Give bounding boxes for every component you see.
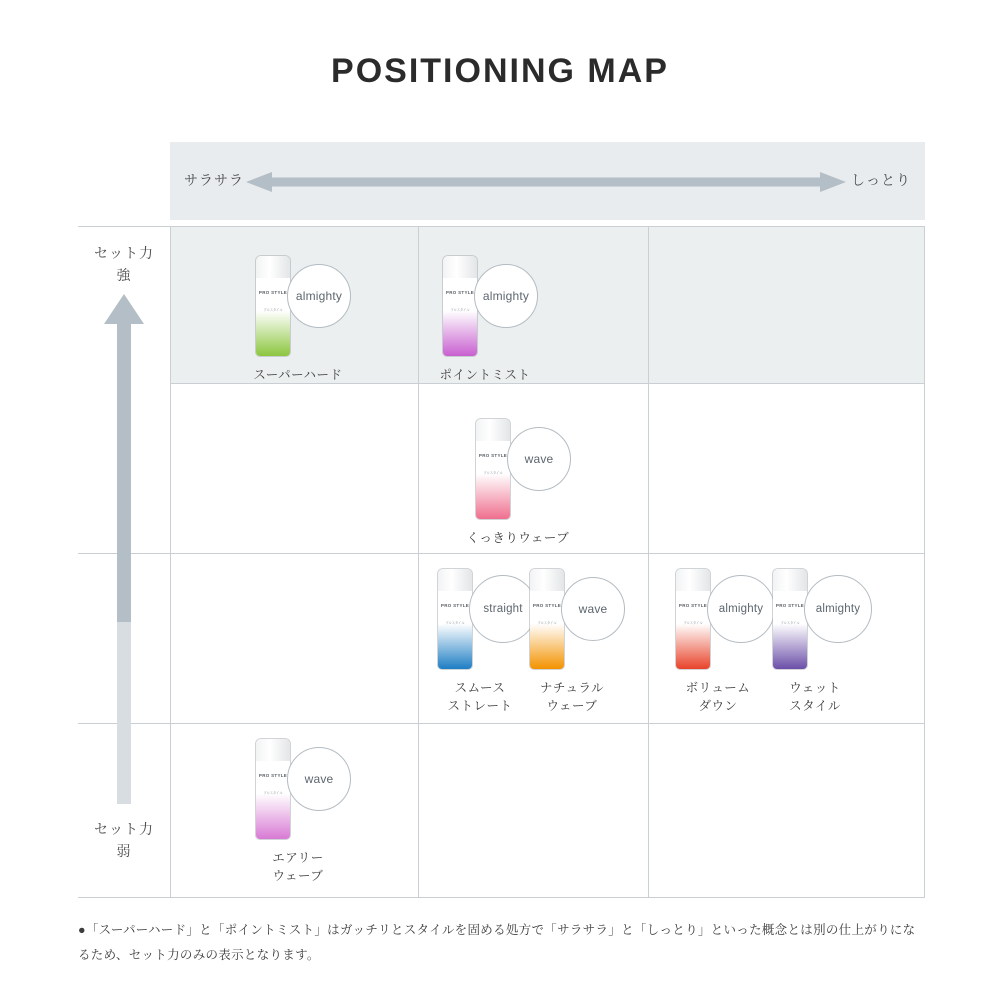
product-caption-line1: スムース	[454, 681, 506, 695]
bottle-brand-text: PRO STYLE	[678, 603, 708, 608]
bottle-sub-text: プロスタイル	[780, 621, 800, 625]
product-caption-line1: ナチュラル	[539, 681, 605, 695]
product-caption-line2: ウェーブ	[272, 869, 324, 883]
y-axis-top-label-line1: セット力	[94, 245, 154, 261]
product-caption	[410, 366, 560, 384]
bottle-brand-text: PRO STYLE	[775, 603, 805, 608]
product-caption	[443, 529, 593, 547]
product-caption-line2: スタイル	[789, 699, 841, 713]
bottle-icon	[530, 569, 564, 669]
bottle-cap	[443, 256, 477, 279]
x-axis-band	[170, 142, 925, 220]
bottle-brand-text: PRO STYLE	[532, 603, 562, 608]
grid-line-v3	[648, 226, 649, 898]
y-axis-top-label-line2: 強	[116, 267, 132, 283]
grid-line-bottom	[78, 897, 925, 898]
bottle-wrap	[223, 252, 373, 362]
product-wet-style[interactable]	[740, 565, 890, 715]
bottle-cap	[256, 739, 290, 762]
product-super-hard[interactable]	[223, 252, 373, 384]
bottle-wrap	[410, 252, 560, 362]
bottle-cap	[438, 569, 472, 592]
bottle-icon	[476, 419, 510, 519]
bottle-sub-text: プロスタイル	[683, 621, 703, 625]
y-axis-bottom-label-line2: 弱	[116, 843, 132, 859]
product-caption	[223, 366, 373, 384]
product-caption-line2: ストレート	[447, 699, 513, 713]
product-caption	[223, 849, 373, 885]
product-caption-line1: くっきりウェーブ	[466, 531, 570, 545]
product-badge: wave	[561, 577, 625, 641]
bottle-sub-text: プロスタイル	[263, 308, 283, 312]
bottle-sub-text: プロスタイル	[537, 621, 557, 625]
grid-line-v4	[924, 226, 925, 898]
product-caption-line1: ポイントミスト	[439, 368, 531, 382]
product-badge: straight	[469, 575, 537, 643]
bottle-wrap	[223, 735, 373, 845]
bottle-icon	[676, 569, 710, 669]
product-caption-line2: ダウン	[698, 699, 738, 713]
product-caption	[740, 679, 890, 715]
product-caption-line1: スーパーハード	[253, 368, 343, 382]
product-airy-wave[interactable]	[223, 735, 373, 885]
product-kukkiri-wave[interactable]	[443, 415, 593, 547]
bottle-wrap	[443, 415, 593, 525]
x-axis-right-label: しっとり	[851, 172, 911, 188]
product-badge: almighty	[287, 264, 351, 328]
product-badge: almighty	[707, 575, 775, 643]
grid-line-h2	[78, 553, 925, 554]
bottle-brand-text: PRO STYLE	[258, 773, 288, 778]
page-title: POSITIONING MAP	[331, 52, 669, 90]
bottle-cap	[676, 569, 710, 592]
bottle-icon	[438, 569, 472, 669]
bottle-sub-text: プロスタイル	[445, 621, 465, 625]
product-point-mist[interactable]	[410, 252, 560, 384]
bottle-cap	[256, 256, 290, 279]
y-axis-arrow-icon	[104, 294, 144, 804]
bottle-icon	[256, 256, 290, 356]
product-caption-line1: エアリー	[272, 851, 324, 865]
product-badge: almighty	[804, 575, 872, 643]
bottle-cap	[476, 419, 510, 442]
bottle-brand-text: PRO STYLE	[258, 290, 288, 295]
product-badge: almighty	[474, 264, 538, 328]
bottle-brand-text: PRO STYLE	[478, 453, 508, 458]
y-axis-bottom-label	[78, 818, 170, 862]
product-caption-line1: ウェット	[789, 681, 841, 695]
product-natural-wave[interactable]	[497, 565, 647, 715]
bottle-icon	[773, 569, 807, 669]
bottle-brand-text: PRO STYLE	[440, 603, 470, 608]
bottle-sub-text: プロスタイル	[450, 308, 470, 312]
grid-line-h3	[78, 723, 925, 724]
bottle-cap	[773, 569, 807, 592]
bottle-icon	[443, 256, 477, 356]
x-axis-arrow-icon	[246, 172, 846, 192]
bottle-icon	[256, 739, 290, 839]
product-caption-line1: ボリューム	[685, 681, 751, 695]
product-caption	[497, 679, 647, 715]
product-badge: wave	[287, 747, 351, 811]
x-axis-left-label: サラサラ	[184, 172, 244, 188]
bottle-sub-text: プロスタイル	[483, 471, 503, 475]
bottle-brand-text: PRO STYLE	[445, 290, 475, 295]
footnote: ●「スーパーハード」と「ポイントミスト」はガッチリとスタイルを固める処方で「サラサラ」と「しっとり」といった概念とは別の仕上がりになるため、セット力のみの表示となります。	[78, 923, 916, 962]
grid-line-v1	[170, 226, 171, 898]
product-badge: wave	[507, 427, 571, 491]
bottle-cap	[530, 569, 564, 592]
product-caption-line2: ウェーブ	[546, 699, 598, 713]
bottle-wrap	[497, 565, 647, 675]
bottle-wrap	[740, 565, 890, 675]
y-axis-top-label	[78, 242, 170, 286]
bottle-sub-text: プロスタイル	[263, 791, 283, 795]
y-axis-band	[78, 226, 170, 898]
y-axis-bottom-label-line1: セット力	[94, 821, 154, 837]
